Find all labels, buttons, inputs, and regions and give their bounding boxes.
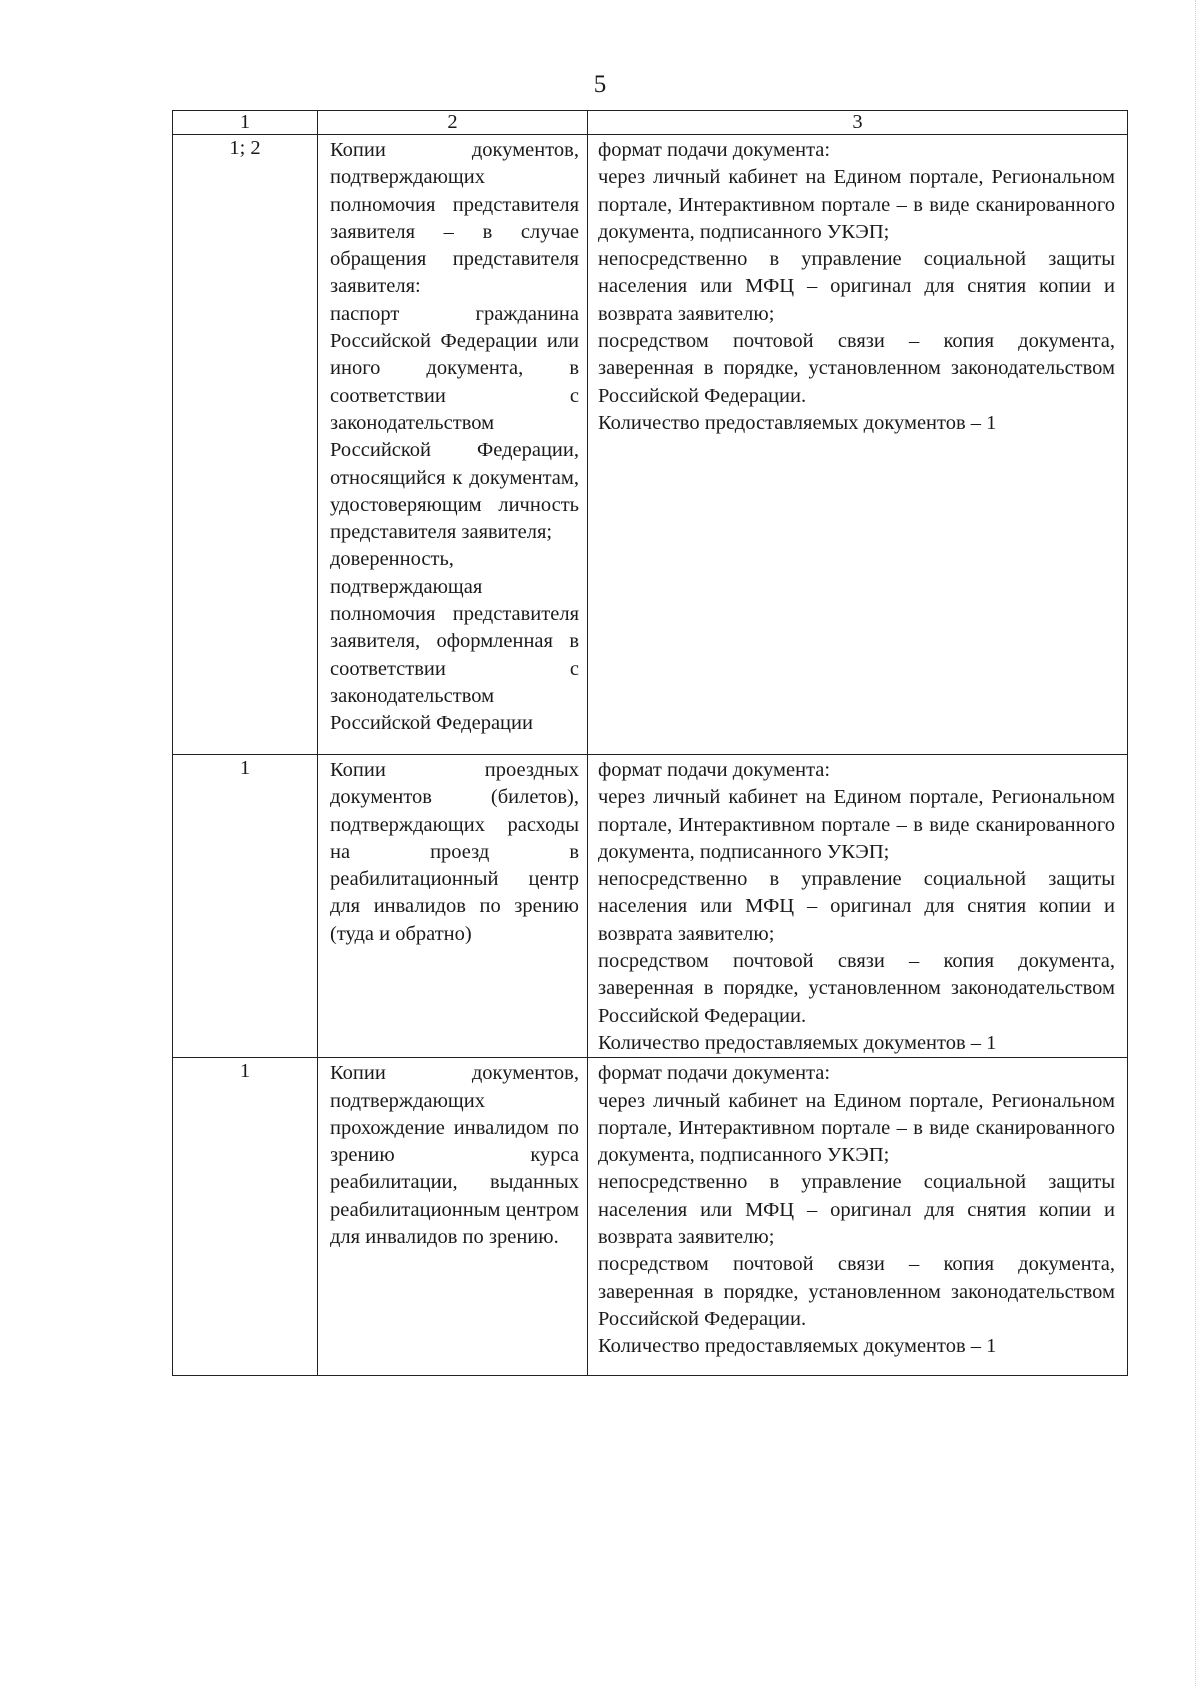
document-name-paragraph: Копии документов, подтверждающих прохождение инвалидом по зрению курса реабилитации, выданных реабилитационным центром для инвалидов по зрению. xyxy=(330,1062,579,1249)
document-name-paragraph: паспорт гражданина Российской Федерации или иного документа, в соответствии с законодательством Российской Федерации, относящийся к документам, удостоверяющим личность представителя заявителя; xyxy=(330,302,579,544)
table-row xyxy=(173,135,1128,755)
format-paragraph: посредством почтовой связи – копия документа, заверенная в порядке, установленном законодательством Российской Федерации. xyxy=(598,1253,1115,1330)
page-number: 5 xyxy=(593,71,607,98)
table-row xyxy=(173,1058,1128,1376)
format-heading: формат подачи документа: xyxy=(598,1062,831,1085)
format-paragraph: через личный кабинет на Едином портале, Региональном портале, Интерактивном портале – в виде сканированного документа, подписанного УКЭП; xyxy=(598,786,1115,863)
format-heading: формат подачи документа: xyxy=(598,139,831,161)
format-paragraph: через личный кабинет на Едином портале, Региональном портале, Интерактивном портале – в виде сканированного документа, подписанного УКЭП; xyxy=(598,166,1115,243)
column-header-2: 2 xyxy=(318,111,588,135)
format-paragraph: посредством почтовой связи – копия документа, заверенная в порядке, установленном законодательством Российской Федерации. xyxy=(598,950,1115,1027)
document-name xyxy=(318,755,588,1058)
submission-format xyxy=(588,135,1128,755)
submission-format xyxy=(588,755,1128,1058)
table-header-row xyxy=(173,111,1128,135)
table-row xyxy=(173,755,1128,1058)
format-paragraph: посредством почтовой связи – копия документа, заверенная в порядке, установленном законодательством Российской Федерации. xyxy=(598,330,1115,407)
column-header-3: 3 xyxy=(588,111,1128,135)
document-name xyxy=(318,135,588,755)
document-name-paragraph: Копии проездных документов (билетов), подтверждающих расходы на проезд в реабилитационный центр для инвалидов по зрению (туда и обратно) xyxy=(330,759,579,945)
scan-edge xyxy=(1194,0,1196,1686)
format-paragraph: непосредственно в управление социальной защиты населения или МФЦ – оригинал для снятия копии и возврата заявителю; xyxy=(598,868,1115,945)
format-paragraph: через личный кабинет на Едином портале, Региональном портале, Интерактивном портале – в виде сканированного документа, подписанного УКЭП; xyxy=(598,1089,1115,1167)
document-count: Количество предоставляемых документов – 1 xyxy=(598,411,997,434)
document-count: Количество предоставляемых документов – 1 xyxy=(598,1335,997,1358)
document-count: Количество предоставляемых документов – 1 xyxy=(598,1031,997,1054)
document-name-paragraph: доверенность, подтверждающая полномочия представителя заявителя, оформленная в соответствии с законодательством Российской Федерации xyxy=(330,548,579,735)
document-name xyxy=(318,1058,588,1376)
column-header-1: 1 xyxy=(173,111,318,135)
row-code: 1; 2 xyxy=(173,135,318,755)
row-code: 1 xyxy=(173,755,318,1058)
format-paragraph: непосредственно в управление социальной защиты населения или МФЦ – оригинал для снятия копии и возврата заявителю; xyxy=(598,1171,1115,1249)
format-paragraph: непосредственно в управление социальной защиты населения или МФЦ – оригинал для снятия копии и возврата заявителю; xyxy=(598,248,1115,325)
submission-format xyxy=(588,1058,1128,1376)
documents-table xyxy=(172,110,1128,1376)
document-name-paragraph: Копии документов, подтверждающих полномочия представителя заявителя – в случае обращения представителя заявителя: xyxy=(330,139,579,298)
row-code: 1 xyxy=(173,1058,318,1376)
format-heading: формат подачи документа: xyxy=(598,759,831,781)
